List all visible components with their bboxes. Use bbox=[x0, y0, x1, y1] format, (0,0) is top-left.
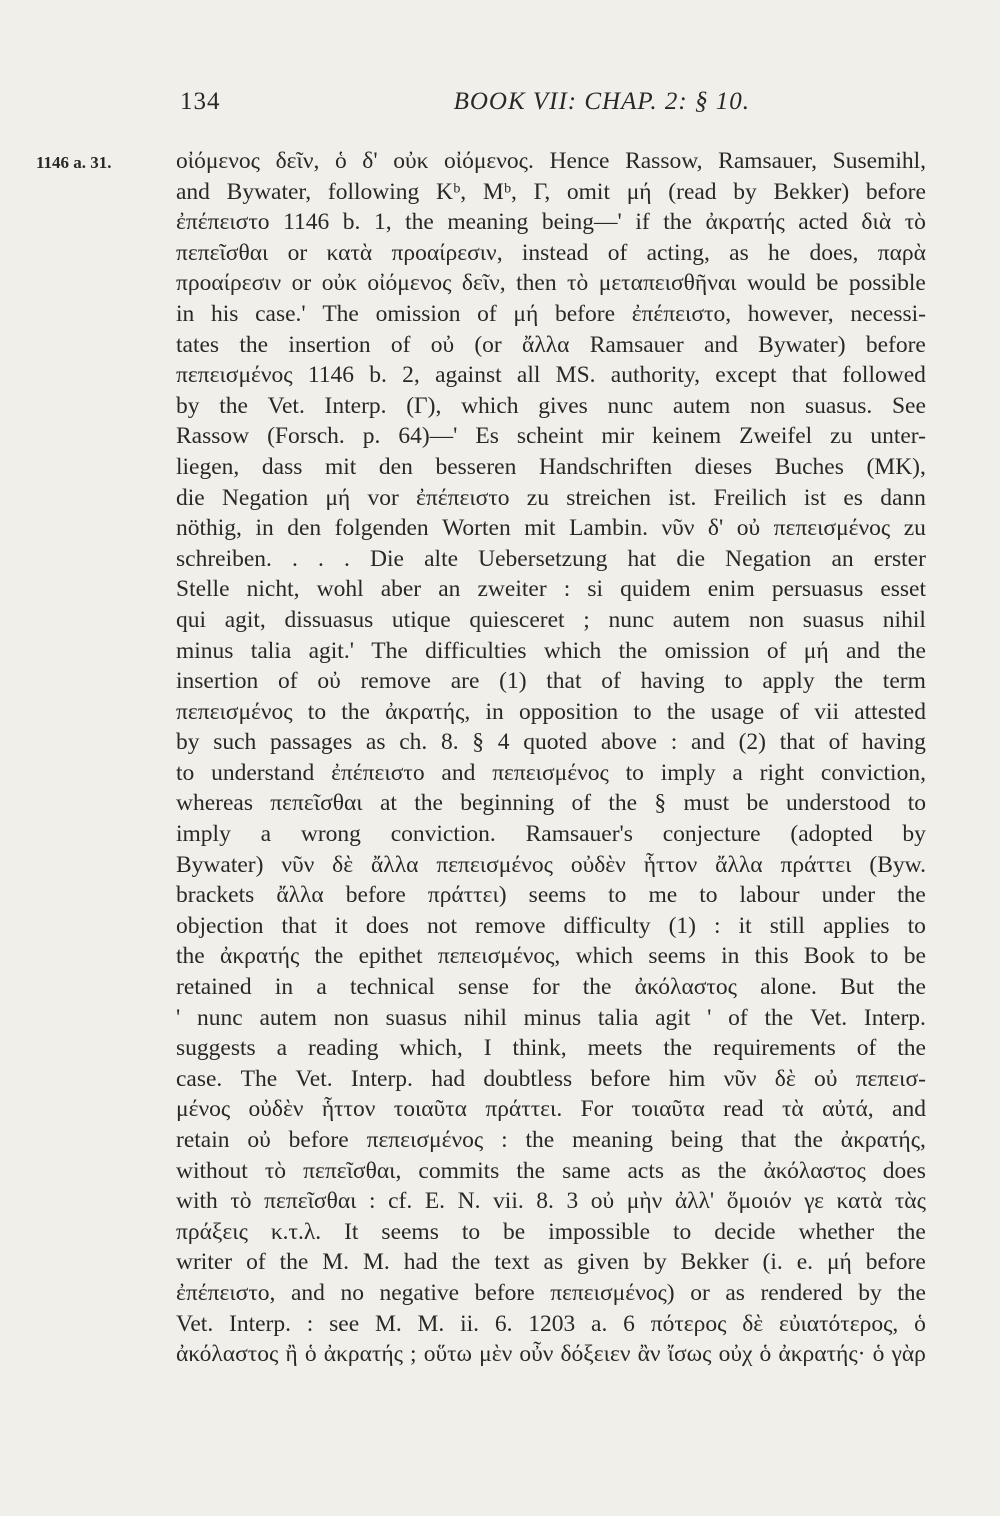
text-line: whereas πεπεῖσθαι at the beginning of the § must be understood to bbox=[176, 790, 926, 817]
text-line: μένος οὐδὲν ἧττον τοιαῦτα πράττει. For τοιαῦτα read τὰ αὐτά, and bbox=[176, 1096, 926, 1123]
text-line: tates the insertion of οὐ (or ἄλλα Ramsauer and Bywater) before bbox=[176, 331, 926, 358]
text-line: πεπεισμένος to the ἀκρατής, in opposition to the usage of vii attested bbox=[176, 698, 926, 725]
text-line: ἐπέπειστο, and no negative before πεπεισμένος) or as rendered by the bbox=[176, 1279, 926, 1306]
text-line: liegen, dass mit den besseren Handschriften dieses Buches (MK), bbox=[176, 453, 926, 480]
text-line: qui agit, dissuasus utique quiesceret ; nunc autem non suasus nihil bbox=[176, 606, 926, 633]
text-line: Vet. Interp. : see M. M. ii. 6. 1203 a. 6 πότερος δὲ εὐιατότερος, ὁ bbox=[176, 1310, 926, 1337]
text-line: with τὸ πεπεῖσθαι : cf. E. N. vii. 8. 3 οὐ μὴν ἀλλ' ὅμοιόν γε κατὰ τὰς bbox=[176, 1188, 926, 1215]
text-line: πεπεῖσθαι or κατὰ προαίρεσιν, instead of acting, as he does, παρὰ bbox=[176, 239, 926, 266]
text-line: to understand ἐπέπειστο and πεπεισμένος to imply a right conviction, bbox=[176, 759, 926, 786]
text-line: by such passages as ch. 8. § 4 quoted above : and (2) that of having bbox=[176, 729, 926, 756]
text-line: Stelle nicht, wohl aber an zweiter : si quidem enim persuasus esset bbox=[176, 576, 926, 603]
text-line: πράξεις κ.τ.λ. It seems to be impossible to decide whether the bbox=[176, 1218, 926, 1245]
text-line: and Bywater, following Kᵇ, Mᵇ, Γ, omit μή (read by Bekker) before bbox=[176, 178, 926, 205]
text-line: ἐπέπειστο 1146 b. 1, the meaning being—' if the ἀκρατής acted διὰ τὸ bbox=[176, 209, 926, 236]
text-line: case. The Vet. Interp. had doubtless before him νῦν δὲ οὐ πεπεισ- bbox=[176, 1065, 926, 1092]
text-line: die Negation μή vor ἐπέπειστο zu streichen ist. Freilich ist es dann bbox=[176, 484, 926, 511]
text-line: ' nunc autem non suasus nihil minus talia agit ' of the Vet. Interp. bbox=[176, 1004, 926, 1031]
text-line: writer of the M. M. had the text as given by Bekker (i. e. μή before bbox=[176, 1249, 926, 1276]
text-line: minus talia agit.' The difficulties which the omission of μή and the bbox=[176, 637, 926, 664]
text-line: προαίρεσιν or οὐκ οἰόμενος δεῖν, then τὸ μεταπεισθῆναι would be possible bbox=[176, 270, 926, 297]
page-header bbox=[180, 88, 750, 116]
text-line: retain οὐ before πεπεισμένος : the meaning being that the ἀκρατής, bbox=[176, 1127, 926, 1153]
text-line: schreiben. . . . Die alte Uebersetzung hat die Negation an erster bbox=[176, 545, 926, 572]
text-line: nöthig, in den folgenden Worten mit Lambin. νῦν δ' οὐ πεπεισμένος zu bbox=[176, 515, 926, 542]
text-line: objection that it does not remove difficulty (1) : it still applies to bbox=[176, 912, 926, 939]
text-line: ἀκόλαστος ἢ ὁ ἀκρατής ; οὕτω μὲν οὖν δόξειεν ἂν ἴσως οὐχ ὁ ἀκρατής· ὁ γὰρ bbox=[176, 1341, 926, 1368]
text-line: Bywater) νῦν δὲ ἄλλα πεπεισμένος οὐδὲν ἧττον ἄλλα πράττει (Byw. bbox=[176, 851, 926, 878]
text-line: retained in a technical sense for the ἀκόλαστος alone. But the bbox=[176, 974, 926, 1001]
text-line: οἰόμενος δεῖν, ὁ δ' οὐκ οἰόμενος. Hence Rassow, Ramsauer, Susemihl, bbox=[176, 148, 926, 174]
page-number: 134 bbox=[180, 88, 221, 115]
commentary-text bbox=[176, 146, 926, 1370]
text-line: insertion of οὐ remove are (1) that of having to apply the term bbox=[176, 668, 926, 695]
text-line: imply a wrong conviction. Ramsauer's conjecture (adopted by bbox=[176, 821, 926, 848]
running-title: BOOK VII: CHAP. 2: § 10. bbox=[453, 88, 750, 115]
line-reference: 1146 a. 31. bbox=[36, 153, 112, 172]
text-line: suggests a reading which, I think, meets the requirements of the bbox=[176, 1035, 926, 1062]
text-line: brackets ἄλλα before πράττει) seems to me to labour under the bbox=[176, 882, 926, 909]
text-line: the ἀκρατής the epithet πεπεισμένος, which seems in this Book to be bbox=[176, 943, 926, 970]
text-line: πεπεισμένος 1146 b. 2, against all MS. authority, except that followed bbox=[176, 362, 926, 389]
text-line: Rassow (Forsch. p. 64)—' Es scheint mir keinem Zweifel zu unter- bbox=[176, 423, 926, 450]
text-line: in his case.' The omission of μή before ἐπέπειστο, however, necessi- bbox=[176, 300, 926, 327]
text-line: by the Vet. Interp. (Γ), which gives nunc autem non suasus. See bbox=[176, 392, 926, 419]
text-line: without τὸ πεπεῖσθαι, commits the same acts as the ἀκόλαστος does bbox=[176, 1157, 926, 1184]
